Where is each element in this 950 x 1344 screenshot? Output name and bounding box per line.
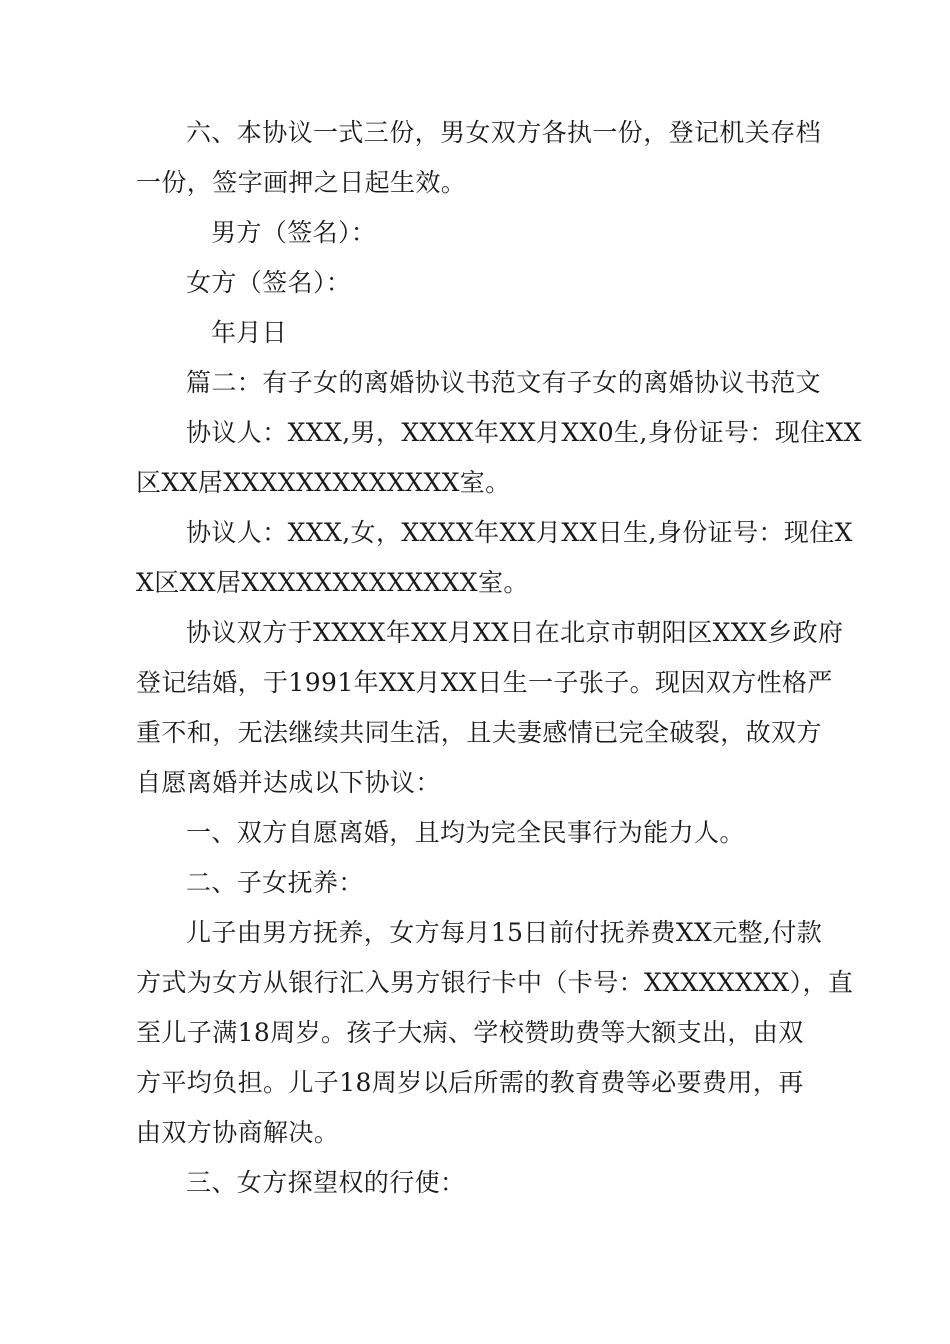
text-line: X区XX居XXXXXXXXXXXXX室。 (136, 568, 529, 597)
text-line: 二、子女抚养： (186, 868, 364, 897)
text-line: 男方（签名）： (211, 218, 377, 247)
text-line: 区XX居XXXXXXXXXXXXX室。 (136, 468, 511, 497)
section-heading: 篇二：有子女的离婚协议书范文有子女的离婚协议书范文 (186, 368, 822, 397)
text-line: 登记结婚，于1991年XX月XX日生一子张子。现因双方性格严 (136, 668, 833, 697)
text-line: 三、女方探望权的行使： (186, 1168, 466, 1197)
text-line: 一、双方自愿离婚，且均为完全民事行为能力人。 (186, 818, 745, 847)
text-line: 协议双方于XXXX年XX月XX日在北京市朝阳区XXX乡政府 (186, 618, 844, 647)
text-line: 一份，签字画押之日起生效。 (136, 168, 467, 197)
text-line: 方式为女方从银行汇入男方银行卡中（卡号：XXXXXXXX），直 (136, 968, 854, 997)
text-line: 自愿离婚并达成以下协议： (136, 768, 441, 797)
text-line: 由双方协商解决。 (136, 1118, 340, 1147)
text-line: 儿子由男方抚养，女方每月15日前付抚养费XX元整,付款 (186, 918, 823, 947)
text-line: 年月日 (211, 318, 288, 347)
text-line: 六、本协议一式三份，男女双方各执一份，登记机关存档 (186, 118, 822, 147)
text-line: 重不和，无法继续共同生活，且夫妻感情已完全破裂，故双方 (136, 718, 822, 747)
text-line: 方平均负担。儿子18周岁以后所需的教育费等必要费用，再 (136, 1068, 804, 1097)
text-line: 协议人：XXX,女，XXXX年XX月XX日生,身份证号：现住X (186, 518, 853, 547)
text-line: 至儿子满18周岁。孩子大病、学校赞助费等大额支出，由双 (136, 1018, 804, 1047)
text-line: 协议人：XXX,男，XXXX年XX月XX0生,身份证号：现住XX (186, 418, 862, 447)
text-line: 女方（签名）： (186, 268, 352, 297)
